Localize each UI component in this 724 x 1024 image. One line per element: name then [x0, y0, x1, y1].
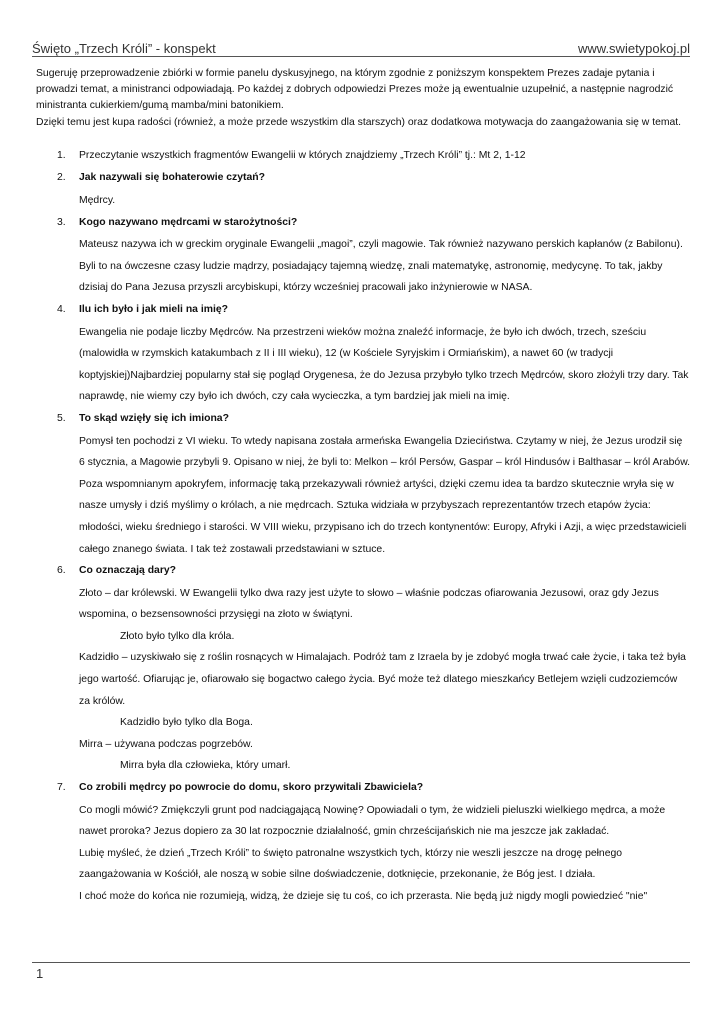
list-item — [36, 299, 690, 408]
answer-paragraph: Kadzidło – uzyskiwało się z roślin rosnących w Himalajach. Podróż tam z Izraela by je zdobyć mogła trwać całe życie, i taka też była jego wartość. Ofiarując je, ofiarowało się bogactwo całego życia. Być może też dlatego mieszkańcy Betlejem wzięli cudzoziemców za królów. — [79, 652, 686, 707]
answer-paragraph: Mirra – używana podczas pogrzebów. — [79, 738, 253, 750]
document-title: Święto „Trzech Króli” - konspekt — [32, 41, 216, 56]
header-divider — [32, 56, 690, 57]
answer-paragraph: Mędrcy. — [79, 195, 116, 206]
intro-paragraph: Dzięki temu jest kupa radości (również, a może przede wszystkim dla starszych) oraz dodatkowa motywacja do zaangażowania się w temat. — [36, 116, 682, 128]
question-text: Ilu ich było i jak mieli na imię? — [79, 303, 228, 315]
item-number: 2. — [57, 172, 66, 184]
item-number: 5. — [57, 412, 66, 424]
question-text: Kogo nazywano mędrcami w starożytności? — [79, 216, 298, 228]
question-text: Co oznaczają dary? — [79, 565, 177, 577]
list-item — [36, 777, 690, 908]
answer-paragraph: Złoto – dar królewski. W Ewangelii tylko dwa razy jest użyte to słowo – właśnie podczas ofiarowania Jezusowi, oraz gdy Jezus wspomina, o bezsensowności przysięgi na złoto w świątyni. — [79, 587, 659, 621]
answer-paragraph: Lubię myśleć, że dzień „Trzech Króli” to święto patronalne wszystkich tych, którzy nie weszli jeszcze na drogę pełnego zaangażowania w Kościół, ale noszą w sobie silne doświadczenie, dotknięcie, przekonanie, że Bóg jest. I działa. — [79, 847, 623, 881]
answer-paragraph: Co mogli mówić? Zmiękczyli grunt pod nadciągającą Nowinę? Opowiadali o tym, że widzieli pieluszki wielkiego mędrca, a może nawet proroka? Jezus dopiero za 30 lat rozpocznie działalność, gmin chrześcijańskich nie ma jeszcze jak zakładać. — [79, 804, 666, 838]
list-item — [36, 408, 690, 560]
answer-paragraph: I choć może do końca nie rozumieją, widzą, że dzieje się tu coś, co ich przerasta. Nie będą już nigdy mogli powiedzieć "nie" — [79, 891, 648, 902]
item-number: 6. — [57, 565, 66, 577]
answer-paragraph: Pomysł ten pochodzi z VI wieku. To wtedy napisana została armeńska Ewangelia Dzieciństwa. Czytamy w niej, że Jezus urodził się 6 stycznia, a Magowie przybyli 9. Opisano w niej, że byli to: Melkon – król Persów, Gaspar – król Hindusów i Balthasar – król Arabów. Poza wspomnianym apokryfem, informację taką przekazywali również artyści, dzięki czemu idea ta bardzo skutecznie wryła się w nasze umysły i dziś myślimy o królach, a nie mędrcach. Sztuka widziała w przybyszach reprezentantów trzech etapów życia: młodości, wieku średniego i starości. W VIII wieku, przypisano ich do trzech kontynentów: Europy, Afryki i Azji, a więc przedstawicieli całego znanego świata. I tak też zostawali przedstawiani w sztuce. — [79, 435, 691, 555]
item-number: 3. — [57, 216, 66, 228]
answer-paragraph: Mateusz nazywa ich w greckim oryginale Ewangelii „magoi”, czyli magowie. Tak również nazywano perskich kapłanów (z Babilonu). Byli to na ówczesne czasy ludzie mądrzy, posiadający tajemną wiedzę, znali matematykę, astronomię, medycynę. To tak, jakby dzisiaj do Pana Jezusa przyszli arcybiskupi, którzy wcześniej pracowali jako inżynierowie w NASA. — [79, 239, 683, 294]
document-body — [36, 66, 690, 908]
list-item — [36, 167, 690, 211]
question-text: To skąd wzięły się ich imiona? — [79, 412, 229, 424]
item-number: 1. — [57, 149, 66, 161]
intro — [36, 66, 690, 131]
answer-paragraph: Ewangelia nie podaje liczby Mędrców. Na przestrzeni wieków można znaleźć informacje, że było ich dwóch, trzech, sześciu (malowidła w rzymskich katakumbach z II i III wieku), 12 (w Kościele Syryjskim i Ormiańskim), a nawet 60 (w tradycji koptyjskiej)Najbardziej popularny stał się pogląd Orygenesa, że do Jezusa przybyło tylko trzech Mędrców, skoro złożyli trzy dary. Tak naprawdę, nie wiemy czy było ich dwóch, czy cała wycieczka, a tym bardziej jak mieli na imię. — [79, 326, 689, 403]
page-header — [32, 34, 690, 56]
intro-paragraph: Sugeruję przeprowadzenie zbiórki w formie panelu dyskusyjnego, na którym zgodnie z poniższym konspektem Prezes zadaje pytania i prowadzi temat, a ministranci odpowiadają. Po każdej z dobrych odpowiedzi Prezes może ją ewentualnie uzupełnić, a następnie nagrodzić ministranta cukierkiem/gumą mamba/mini batonikiem. — [36, 68, 674, 112]
question-text: Przeczytanie wszystkich fragmentów Ewangelii w których znajdziemy „Trzech Króli” tj.: Mt 2, 1-12 — [79, 149, 526, 161]
item-number: 7. — [57, 782, 66, 794]
question-list — [36, 145, 690, 908]
answer-summary: Złoto było tylko dla króla. — [120, 630, 235, 642]
footer-divider — [32, 962, 690, 963]
answer-summary: Kadzidło było tylko dla Boga. — [120, 717, 253, 729]
site-url: www.swietypokoj.pl — [578, 41, 690, 56]
item-number: 4. — [57, 303, 66, 315]
list-item — [36, 145, 690, 168]
question-text: Jak nazywali się bohaterowie czytań? — [79, 172, 265, 184]
list-item — [36, 212, 690, 299]
question-text: Co zrobili mędrcy po powrocie do domu, skoro przywitali Zbawiciela? — [79, 782, 424, 794]
page-number: 1 — [36, 966, 44, 981]
answer-summary: Mirra była dla człowieka, który umarł. — [120, 760, 291, 772]
list-item — [36, 560, 690, 777]
